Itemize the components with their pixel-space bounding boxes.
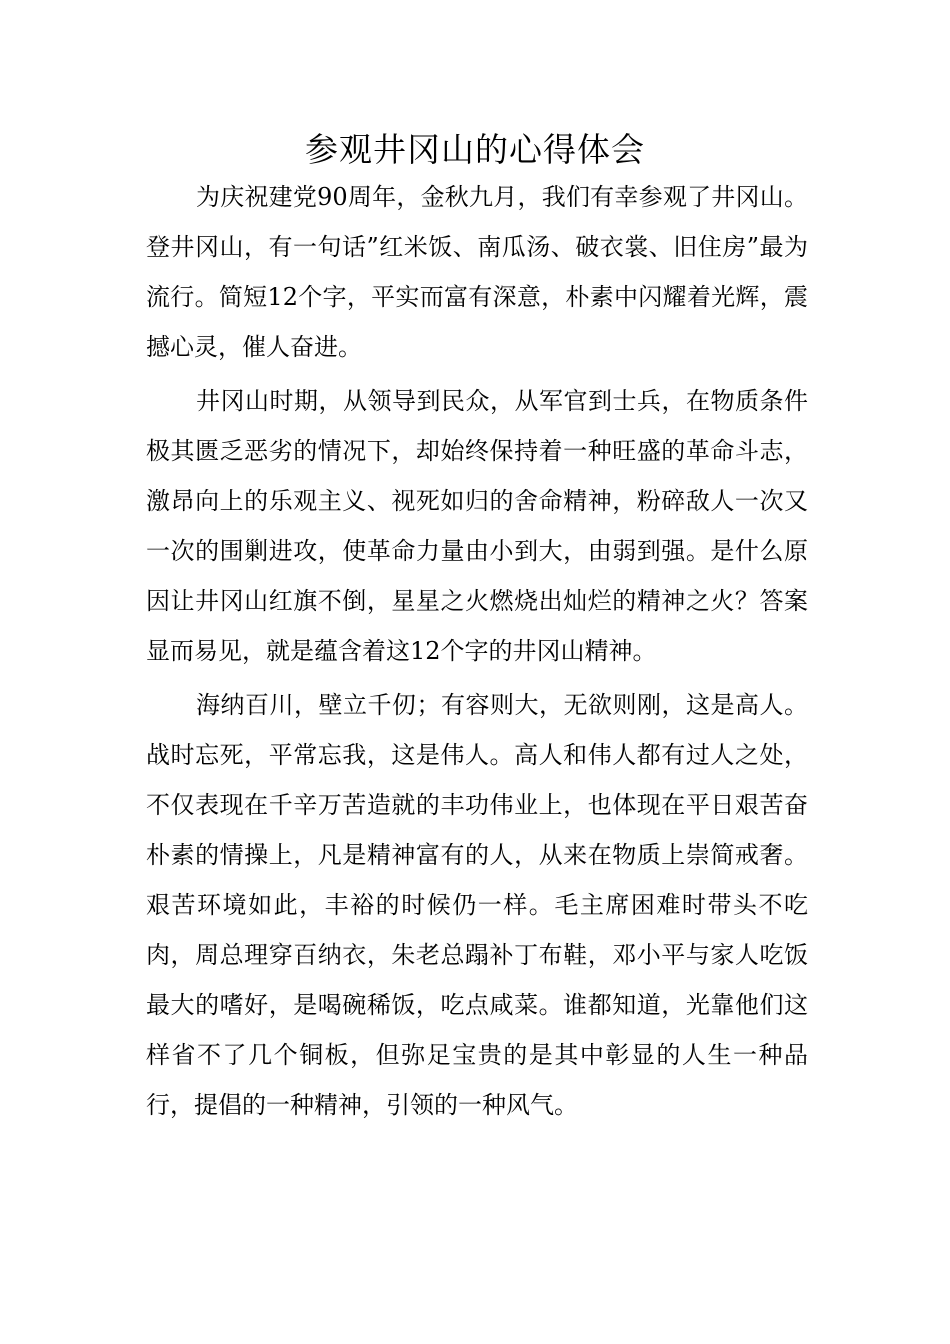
paragraph-2: 井冈山时期，从领导到民众，从军官到士兵，在物质条件极其匮乏恶劣的情况下，却始终保持着一种旺盛的革命斗志，激昂向上的乐观主义、视死如归的舍命精神，粉碎敌人一次又一次的围剿进攻，使革命力量由小到大，由弱到强。是什么原因让井冈山红旗不倒，星星之火燃烧出灿烂的精神之火？答案显而易见，就是蕴含着这12个字的井冈山精神。 bbox=[146, 387, 808, 665]
document-title: 参观井冈山的心得体会 bbox=[305, 130, 645, 169]
paragraph-3: 海纳百川，壁立千仞；有容则大，无欲则刚，这是高人。战时忘死，平常忘我，这是伟人。高人和伟人都有过人之处，不仅表现在千辛万苦造就的丰功伟业上，也体现在平日艰苦奋朴素的情操上，凡是精神富有的人，从来在物质上崇简戒奢。艰苦环境如此，丰裕的时候仍一样。毛主席困难时带头不吃肉，周总理穿百纳衣，朱老总蹋补丁布鞋，邓小平与家人吃饭最大的嗜好，是喝碗稀饭，吃点咸菜。谁都知道，光靠他们这样省不了几个铜板，但弥足宝贵的是其中彰显的人生一种品行，提倡的一种精神，引领的一种风气。 bbox=[146, 691, 808, 1119]
document-body bbox=[146, 172, 808, 1134]
paragraph-1: 为庆祝建党90周年，金秋九月，我们有幸参观了井冈山。登井冈山，有一句话”红米饭、南瓜汤、破衣裳、旧住房”最为流行。简短12个字，平实而富有深意，朴素中闪耀着光辉，震撼心灵，催人奋进。 bbox=[146, 183, 808, 361]
